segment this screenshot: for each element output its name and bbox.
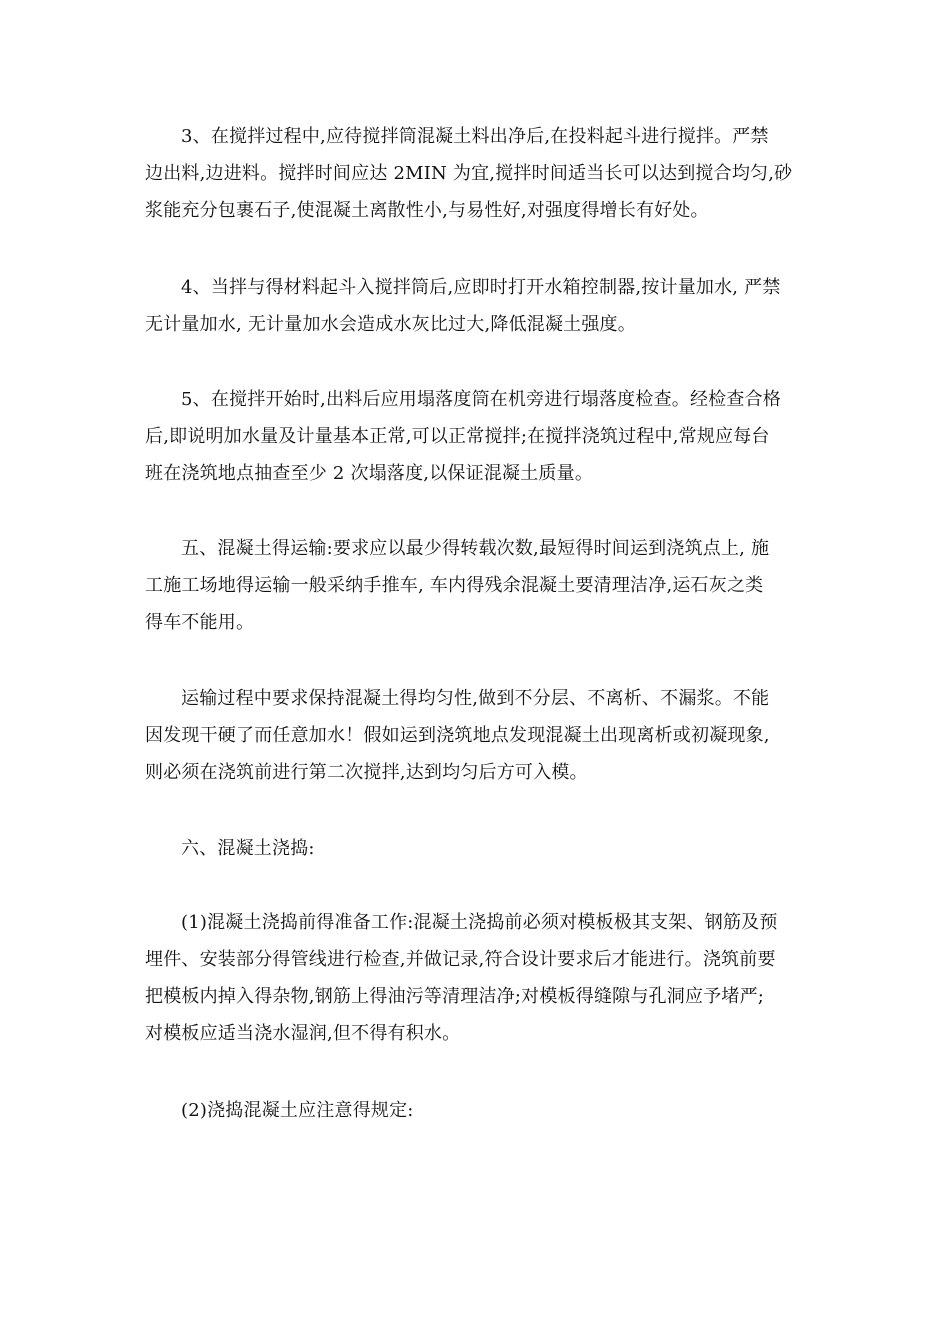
text-line: 后,即说明加水量及计量基本正常,可以正常搅拌;在搅拌浇筑过程中,常规应每台 <box>145 426 770 447</box>
section-heading-pouring <box>145 830 805 867</box>
text-line: 5、在搅拌开始时,出料后应用塌落度筒在机旁进行塌落度检查。经检查合格 <box>181 389 781 410</box>
text-line: 埋件、安装部分得管线进行检查,并做记录,符合设计要求后才能进行。浇筑前要 <box>145 949 776 970</box>
text-line: 因发现干硬了而任意加水！假如运到浇筑地点发现混凝土出现离析或初凝现象, <box>145 725 770 746</box>
text-line: 则必须在浇筑前进行第二次搅拌,达到均匀后方可入模。 <box>145 762 588 783</box>
text-line: 工施工场地得运输一般采纳手推车, 车内得残余混凝土要清理洁净,运石灰之类 <box>145 575 764 596</box>
text-line: 得车不能用。 <box>145 612 255 633</box>
paragraph-water-metering <box>145 269 805 343</box>
text-line: 运输过程中要求保持混凝土得均匀性,做到不分层、不离析、不漏浆。不能 <box>181 688 770 709</box>
text-line: (1)混凝土浇捣前得准备工作:混凝土浇捣前必须对模板极其支架、钢筋及预 <box>181 912 778 933</box>
paragraph-concrete-transport <box>145 530 805 641</box>
text-line: 边出料,边进料。搅拌时间应达 2MIN 为宜,搅拌时间适当长可以达到搅合均匀,砂 <box>145 163 793 184</box>
text-line: (2)浇捣混凝土应注意得规定: <box>181 1100 414 1121</box>
text-line: 六、混凝土浇捣: <box>181 838 315 859</box>
text-line: 班在浇筑地点抽查至少 2 次塌落度,以保证混凝土质量。 <box>145 463 594 484</box>
text-line: 无计量加水, 无计量加水会造成水灰比过大,降低混凝土强度。 <box>145 314 636 335</box>
paragraph-pouring-rules <box>145 1092 805 1129</box>
text-line: 3、在搅拌过程中,应待搅拌筒混凝土料出净后,在投料起斗进行搅拌。严禁 <box>181 126 769 147</box>
text-line: 五、混凝土得运输:要求应以最少得转载次数,最短得时间运到浇筑点上, 施 <box>181 538 770 559</box>
paragraph-slump-check <box>145 381 805 492</box>
text-line: 4、当拌与得材料起斗入搅拌筒后,应即时打开水箱控制器,按计量加水, 严禁 <box>181 277 781 298</box>
text-line: 浆能充分包裹石子,使混凝土离散性小,与易性好,对强度得增长有好处。 <box>145 200 709 221</box>
text-line: 对模板应适当浇水湿润,但不得有积水。 <box>145 1023 461 1044</box>
paragraph-mixing-process <box>145 118 805 229</box>
text-line: 把模板内掉入得杂物,钢筋上得油污等清理洁净;对模板得缝隙与孔洞应予堵严; <box>145 986 765 1007</box>
paragraph-pouring-preparation <box>145 904 805 1052</box>
paragraph-transport-uniformity <box>145 680 805 791</box>
